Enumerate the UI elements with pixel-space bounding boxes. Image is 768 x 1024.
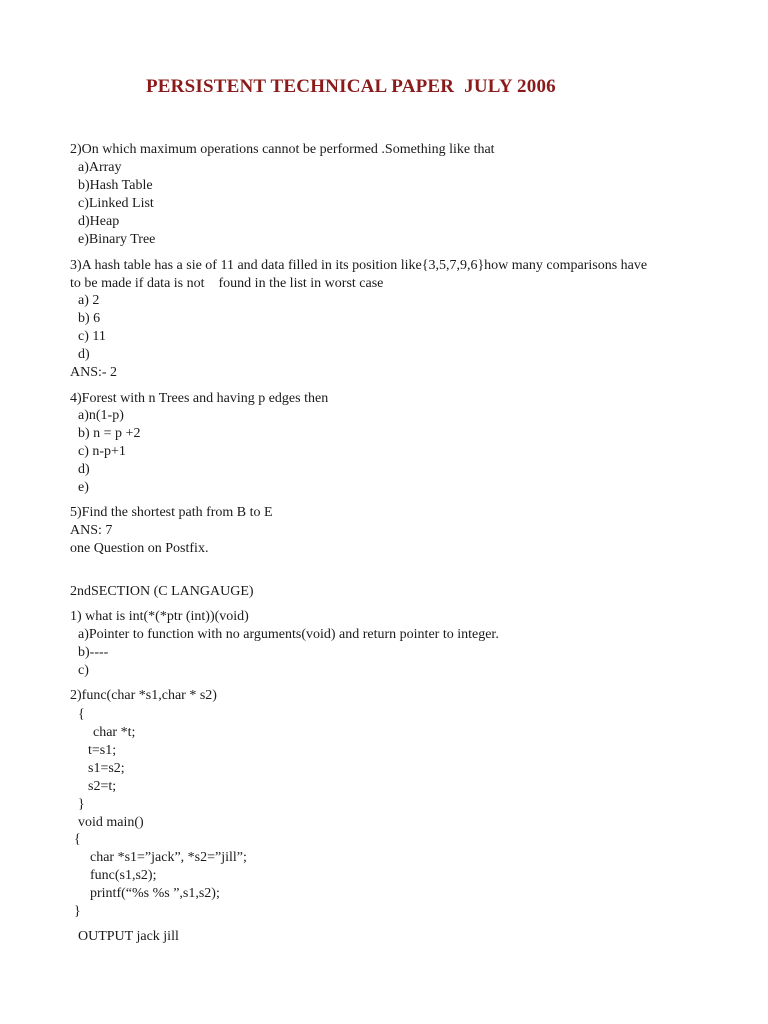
q2-option-b: b)Hash Table	[78, 178, 153, 193]
q2-option-a: a)Array	[78, 160, 122, 175]
q2-option-c: c)Linked List	[78, 196, 154, 211]
output-answer: OUTPUT jack jill	[78, 929, 179, 944]
code-line: t=s1;	[88, 743, 117, 758]
code-line: char *s1=”jack”, *s2=”jill”;	[90, 850, 247, 865]
q4-option-a: a)n(1-p)	[78, 408, 124, 423]
s2-q1-option-a: a)Pointer to function with no arguments(void) and return pointer to integer.	[78, 627, 499, 642]
document-title: PERSISTENT TECHNICAL PAPER JULY 2006	[146, 76, 556, 97]
q2-option-d: d)Heap	[78, 214, 120, 229]
code-line: void main()	[78, 815, 144, 830]
q3-option-b: b) 6	[78, 311, 101, 326]
question-4-text: 4)Forest with n Trees and having p edges then	[70, 391, 329, 406]
q2-option-e: e)Binary Tree	[78, 232, 156, 247]
question-3-text-line1: 3)A hash table has a sie of 11 and data filled in its position like{3,5,7,9,6}how many comparisons have	[70, 258, 648, 273]
code-line: }	[74, 904, 81, 919]
postfix-note: one Question on Postfix.	[70, 541, 209, 556]
question-2-text: 2)On which maximum operations cannot be performed .Something like that	[70, 142, 495, 157]
q4-option-d: d)	[78, 462, 90, 477]
q4-option-e: e)	[78, 480, 89, 495]
q3-option-d: d)	[78, 347, 90, 362]
question-3-text-line2: to be made if data is not found in the list in worst case	[70, 276, 384, 291]
question-5-text: 5)Find the shortest path from B to E	[70, 505, 273, 520]
section-2-question-2-text: 2)func(char *s1,char * s2)	[70, 688, 217, 703]
code-line: s1=s2;	[88, 761, 125, 776]
code-line: func(s1,s2);	[90, 868, 157, 883]
q4-option-c: c) n-p+1	[78, 444, 126, 459]
code-line: printf(“%s %s ”,s1,s2);	[90, 886, 220, 901]
q4-option-b: b) n = p +2	[78, 426, 141, 441]
q3-option-c: c) 11	[78, 329, 106, 344]
q5-answer: ANS: 7	[70, 523, 113, 538]
code-line: {	[74, 832, 81, 847]
section-2-heading: 2ndSECTION (C LANGAUGE)	[70, 584, 254, 599]
q3-answer: ANS:- 2	[70, 365, 118, 380]
s2-q1-option-c: c)	[78, 663, 89, 678]
code-line: char *t;	[93, 725, 136, 740]
section-2-question-1-text: 1) what is int(*(*ptr (int))(void)	[70, 609, 249, 624]
code-line: s2=t;	[88, 779, 117, 794]
code-line: {	[78, 707, 85, 722]
code-line: }	[78, 797, 85, 812]
s2-q1-option-b: b)----	[78, 645, 109, 660]
q3-option-a: a) 2	[78, 293, 100, 308]
